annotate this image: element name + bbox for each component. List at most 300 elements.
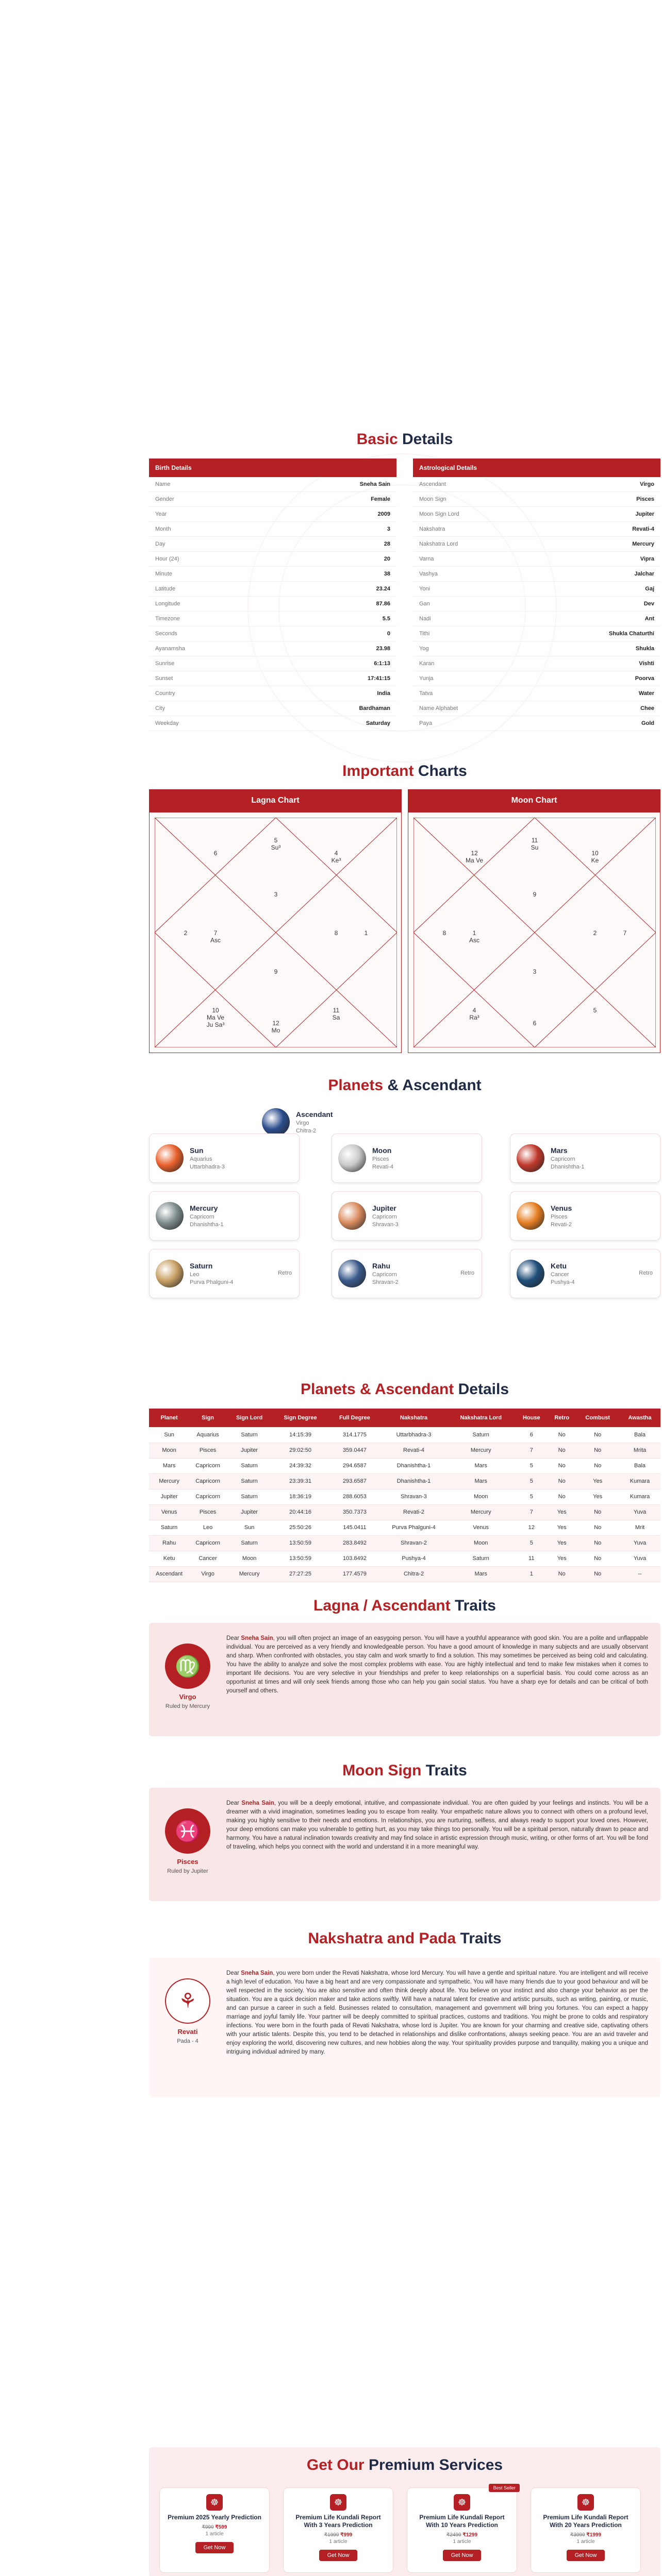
detail-value: Bardhaman — [359, 705, 390, 711]
detail-row — [149, 641, 396, 656]
planet-sign: Capricorn — [190, 1214, 214, 1220]
moon-traits-text: Dear Sneha Sain, you will be a deeply emotional, intuitive, and compassionate individual. You are often guided by your feelings and instincts. You will be a dreamer with a vivid imagination, sometimes leading you to escape from reality. Your empathetic nature allows you to connect with others on a profound level, making you highly sensitive to their needs and emotions. In relationships, you are nurturing, selfless, and always ready to support your loved ones. However, your deep emotions can make you vulnerable to getting hurt, as you may take things too personally. You will be a spiritual person, naturally drawn to peace and harmony. You have a natural inclination towards creativity and may find solace in artistic expression through music, writing, or other forms of art. You will be fond of traveling, which helps you connect with the world and understand it in a more meaningful way. — [226, 1800, 649, 1850]
table-cell: 5 — [515, 1473, 548, 1489]
retro-badge: Retro — [460, 1270, 474, 1276]
moon-ruler-label: Ruled by Jupiter — [167, 1868, 208, 1874]
planet-nakshatra: Dhanishtha-1 — [190, 1222, 224, 1228]
table-cell: Yuva — [619, 1535, 660, 1551]
planet-card-venus — [510, 1191, 660, 1241]
planet-card-text — [190, 1262, 233, 1285]
table-cell: 27:27:25 — [272, 1566, 328, 1582]
table-cell: Yuva — [619, 1504, 660, 1520]
detail-key: Yunja — [419, 675, 434, 682]
column-header: Nakshatra — [381, 1409, 446, 1427]
table-cell: Yes — [548, 1551, 576, 1566]
table-cell: 23:39:31 — [272, 1473, 328, 1489]
planet-sign: Capricorn — [372, 1214, 397, 1220]
detail-value: Shukla — [635, 646, 654, 652]
table-cell: Kumara — [619, 1489, 660, 1504]
table-row — [149, 1551, 660, 1566]
saturn-planet-icon — [156, 1260, 184, 1287]
detail-key: Day — [155, 541, 166, 547]
retro-badge: Retro — [639, 1270, 653, 1276]
planet-sign: Capricorn — [372, 1272, 397, 1278]
planet-sign: Capricorn — [551, 1156, 575, 1162]
chart-house: 11 Sa — [332, 1007, 340, 1021]
detail-key: Latitude — [155, 586, 176, 592]
table-cell: 25:50:26 — [272, 1520, 328, 1535]
table-cell: 24:39:32 — [272, 1458, 328, 1473]
nakshatra-traits-title: Nakshatra and Pada Traits — [308, 1930, 502, 1947]
table-row — [149, 1504, 660, 1520]
table-cell: Mars — [446, 1566, 515, 1582]
table-cell: Moon — [149, 1443, 189, 1458]
table-cell: Bala — [619, 1427, 660, 1443]
chart-house: 5 Su³ — [271, 837, 281, 851]
table-cell: 294.6587 — [328, 1458, 381, 1473]
table-cell: Shravan-2 — [381, 1535, 446, 1551]
get-now-button[interactable]: Get Now — [443, 2550, 482, 2561]
detail-row — [413, 671, 660, 686]
table-cell: No — [576, 1535, 619, 1551]
chart-house: 1 — [364, 929, 368, 937]
table-cell: Pushya-4 — [381, 1551, 446, 1566]
lagna-chart-header: Lagna Chart — [149, 789, 402, 812]
basic-details-title: Basic Details — [356, 431, 453, 448]
table-row — [149, 1535, 660, 1551]
planet-card-saturn — [149, 1249, 300, 1298]
table-cell: 283.8492 — [328, 1535, 381, 1551]
planet-nakshatra: Dhanishtha-1 — [551, 1164, 585, 1170]
table-cell: Mercury — [446, 1504, 515, 1520]
table-cell: Moon — [226, 1551, 272, 1566]
moon-chart — [408, 789, 660, 1053]
column-header: Combust — [576, 1409, 619, 1427]
detail-value: Pisces — [636, 496, 654, 502]
old-price: ₹3999 — [570, 2532, 585, 2538]
mars-planet-icon — [517, 1144, 544, 1172]
table-cell: Saturn — [226, 1489, 272, 1504]
old-price: ₹2499 — [446, 2532, 461, 2538]
chart-house: 1 Asc — [469, 929, 479, 944]
detail-value: Jupiter — [635, 511, 654, 517]
chart-house: 9 — [533, 891, 537, 898]
planet-name: Ascendant — [296, 1110, 333, 1118]
table-cell: 20:44:16 — [272, 1504, 328, 1520]
detail-key: Ayanamsha — [155, 646, 185, 652]
detail-row — [149, 612, 396, 626]
important-charts-title: Important Charts — [342, 762, 467, 779]
kundali-icon: ☸ — [454, 2494, 470, 2511]
table-cell: Yes — [548, 1504, 576, 1520]
planet-nakshatra: Purva Phalguni-4 — [190, 1279, 234, 1285]
planet-name: Mercury — [190, 1204, 218, 1212]
planet-sign: Cancer — [551, 1272, 569, 1278]
table-cell: Mrita — [619, 1443, 660, 1458]
detail-value: Shukla Chaturthi — [608, 631, 654, 637]
table-cell: Sun — [226, 1520, 272, 1535]
table-cell: Jupiter — [226, 1504, 272, 1520]
detail-value: Gold — [641, 720, 654, 726]
detail-key: Nakshatra Lord — [419, 541, 458, 547]
table-cell: No — [576, 1427, 619, 1443]
pada-label: Pada - 4 — [177, 2038, 198, 2044]
detail-key: Nakshatra — [419, 526, 445, 532]
detail-value: Chee — [640, 705, 654, 711]
table-cell: No — [576, 1520, 619, 1535]
get-now-button[interactable]: Get Now — [319, 2550, 358, 2561]
detail-row — [413, 716, 660, 731]
pisces-icon — [164, 1808, 211, 1874]
detail-key: Vashya — [419, 571, 438, 577]
planet-nakshatra: Pushya-4 — [551, 1279, 575, 1285]
planet-name: Moon — [372, 1146, 392, 1155]
detail-row — [149, 656, 396, 671]
detail-value: 3 — [387, 526, 390, 532]
table-cell: 11 — [515, 1551, 548, 1566]
detail-row — [413, 507, 660, 522]
detail-row — [149, 552, 396, 567]
chart-house: 10 Ma Ve Ju Sa³ — [206, 1007, 225, 1028]
detail-key: City — [155, 705, 165, 711]
detail-key: Paya — [419, 720, 433, 726]
detail-key: Moon Sign — [419, 496, 446, 502]
planet-card-text — [372, 1146, 393, 1170]
service-title: Premium Life Kundali Report With 20 Years Prediction — [543, 2514, 628, 2529]
planet-card-jupiter — [332, 1191, 482, 1241]
table-cell: Mercury — [226, 1566, 272, 1582]
planet-sign: Pisces — [551, 1214, 568, 1220]
detail-row — [149, 537, 396, 552]
detail-key: Moon Sign Lord — [419, 511, 459, 517]
service-note: 1 article — [329, 2539, 347, 2545]
table-cell: Mars — [446, 1473, 515, 1489]
detail-key: Gan — [419, 601, 430, 607]
astrological-details-header: Astrological Details — [413, 459, 660, 477]
table-cell: Sun — [149, 1427, 189, 1443]
new-price: ₹999 — [340, 2532, 353, 2538]
planets-ascendant-title: Planets & Ascendant — [328, 1077, 482, 1094]
service-price — [531, 2532, 640, 2538]
detail-value: 23.24 — [376, 586, 390, 592]
retro-badge: Retro — [278, 1270, 292, 1276]
table-cell: 7 — [515, 1504, 548, 1520]
service-note: 1 article — [205, 2531, 224, 2537]
column-header: Sign Degree — [272, 1409, 328, 1427]
service-title: Premium Life Kundali Report With 3 Years Prediction — [295, 2514, 381, 2529]
table-cell: No — [548, 1443, 576, 1458]
chart-house: 6 — [533, 1020, 537, 1027]
table-cell: Capricorn — [189, 1535, 226, 1551]
table-cell: Bala — [619, 1458, 660, 1473]
mercury-planet-icon — [156, 1202, 184, 1230]
ketu-planet-icon — [517, 1260, 544, 1287]
table-cell: 1 — [515, 1566, 548, 1582]
detail-row — [413, 641, 660, 656]
planet-name: Saturn — [190, 1262, 213, 1270]
table-cell: Chitra-2 — [381, 1566, 446, 1582]
detail-value: 20 — [384, 556, 390, 562]
detail-row — [149, 492, 396, 507]
detail-row — [413, 656, 660, 671]
table-cell: Pisces — [189, 1443, 226, 1458]
table-cell: Capricorn — [189, 1458, 226, 1473]
kundali-icon: ☸ — [206, 2494, 223, 2511]
old-price: ₹1999 — [324, 2532, 339, 2538]
lagna-chart-grid — [149, 812, 402, 1053]
detail-value: 28 — [384, 541, 390, 547]
table-row — [149, 1458, 660, 1473]
planet-name: Venus — [551, 1204, 572, 1212]
service-title: Premium Life Kundali Report With 10 Years Prediction — [419, 2514, 505, 2529]
moon-traits-card — [149, 1788, 660, 1901]
detail-key: Ascendant — [419, 481, 446, 487]
detail-key: Sunset — [155, 675, 173, 682]
detail-value: 23.98 — [376, 646, 390, 652]
detail-value: Vishti — [639, 660, 654, 667]
table-cell: 6 — [515, 1427, 548, 1443]
moon-sign-label: Pisces — [177, 1858, 198, 1866]
nakshatra-traits-card — [149, 1958, 660, 2097]
lagna-ruler-label: Ruled by Mercury — [165, 1703, 210, 1709]
planet-card-mercury — [149, 1191, 300, 1241]
table-row — [149, 1566, 660, 1582]
detail-row — [149, 597, 396, 612]
detail-key: Weekday — [155, 720, 179, 726]
planet-sign: Virgo — [296, 1120, 309, 1126]
table-cell: 145.0411 — [328, 1520, 381, 1535]
detail-value: Gaj — [645, 586, 654, 592]
moon-traits-title: Moon Sign Traits — [342, 1762, 467, 1779]
detail-key: Yoni — [419, 586, 431, 592]
premium-services-title: Get Our Premium Services — [306, 2456, 503, 2473]
table-cell: Revati-4 — [381, 1443, 446, 1458]
table-cell: Dhanishtha-1 — [381, 1458, 446, 1473]
planet-nakshatra: Chitra-2 — [296, 1128, 317, 1134]
kundali-icon: ☸ — [330, 2494, 346, 2511]
service-note: 1 article — [576, 2539, 595, 2545]
table-cell: Yuva — [619, 1551, 660, 1566]
detail-value: Water — [638, 690, 654, 697]
old-price: ₹999 — [202, 2524, 214, 2530]
chart-house: 5 — [593, 1007, 597, 1014]
detail-value: Ant — [644, 616, 654, 622]
detail-value: Poorva — [635, 675, 654, 682]
detail-value: 2009 — [377, 511, 390, 517]
pisces-symbol-icon: ♓ — [165, 1808, 210, 1854]
detail-key: Karan — [419, 660, 435, 667]
table-cell: Saturn — [149, 1520, 189, 1535]
chart-house: 9 — [274, 968, 278, 975]
detail-key: Name Alphabet — [419, 705, 458, 711]
table-cell: Uttarbhadra-3 — [381, 1427, 446, 1443]
chart-house: 2 — [184, 929, 188, 937]
detail-row — [413, 477, 660, 492]
detail-key: Hour (24) — [155, 556, 179, 562]
planet-card-moon — [332, 1133, 482, 1183]
table-cell: Mercury — [149, 1473, 189, 1489]
detail-row — [413, 552, 660, 567]
rahu-planet-icon — [338, 1260, 366, 1287]
table-cell: No — [548, 1489, 576, 1504]
planet-sign: Aquarius — [190, 1156, 212, 1162]
planet-name: Ketu — [551, 1262, 567, 1270]
detail-value: 5.5 — [382, 616, 390, 622]
lagna-chart — [149, 789, 402, 1053]
table-row — [149, 1520, 660, 1535]
table-cell: Mercury — [446, 1443, 515, 1458]
planet-details-title: Planets & Ascendant Details — [300, 1381, 509, 1398]
planet-nakshatra: Revati-2 — [551, 1222, 572, 1228]
planet-card-mars — [510, 1133, 660, 1183]
column-header: Sign Lord — [226, 1409, 272, 1427]
detail-row — [413, 612, 660, 626]
user-name: Sneha Sain — [241, 1970, 273, 1976]
table-cell: No — [548, 1458, 576, 1473]
table-cell: Ascendant — [149, 1566, 189, 1582]
planet-name: Sun — [190, 1146, 204, 1155]
detail-row — [413, 626, 660, 641]
lagna-traits-card — [149, 1623, 660, 1736]
detail-value: Dev — [643, 601, 654, 607]
detail-value: Saturday — [366, 720, 390, 726]
revati-icon — [164, 1978, 211, 2044]
table-cell: 14:15:39 — [272, 1427, 328, 1443]
table-cell: No — [548, 1473, 576, 1489]
detail-value: Jalchar — [634, 571, 654, 577]
planet-card-rahu — [332, 1249, 482, 1298]
table-cell: 359.0447 — [328, 1443, 381, 1458]
table-cell: Yes — [576, 1489, 619, 1504]
planet-card-sun — [149, 1133, 300, 1183]
table-cell: Saturn — [226, 1473, 272, 1489]
detail-value: 0 — [387, 631, 390, 637]
table-cell: 12 — [515, 1520, 548, 1535]
table-cell: 350.7373 — [328, 1504, 381, 1520]
planet-nakshatra: Revati-4 — [372, 1164, 393, 1170]
detail-row — [413, 537, 660, 552]
table-cell: Moon — [446, 1535, 515, 1551]
table-cell: Purva Phalguni-4 — [381, 1520, 446, 1535]
fish-symbol-icon: ⚘ — [165, 1978, 210, 2024]
lagna-traits-title: Lagna / Ascendant Traits — [313, 1597, 496, 1614]
planet-card-ketu — [510, 1249, 660, 1298]
lagna-traits-text: Dear Sneha Sain, you will often project an image of an easygoing person. You will have a youthful appearance with good skin. You are a polite and unflappable individual. You are perceived as a very friendly and knowledgeable person. You have a good amount of knowledge in many subjects and are usually observant and sharp. When confronted with obstacles, you stay calm and work smartly to find a solution. This may sometimes be perceived as being cold and calculating. You have the ability to analyze and solve the most complex problems with ease. You are highly intellectual and tend to make few mistakes when it comes to important life decisions. You are very selective in your friendships and prefer to keep relationships on a superficial basis. You could come across as an opportunist at times and will only seek friends among those who can help you gain social status. You have a sharp eye for details and can be critical of both yourself and others. — [226, 1635, 649, 1694]
table-cell: Jupiter — [149, 1489, 189, 1504]
chart-house: 12 Mo — [271, 1020, 280, 1034]
new-price: ₹599 — [215, 2524, 227, 2530]
planet-card-text — [296, 1110, 333, 1134]
chart-house: 8 — [442, 929, 446, 937]
table-cell: Mars — [446, 1458, 515, 1473]
table-cell: Saturn — [226, 1427, 272, 1443]
user-name: Sneha Sain — [241, 1800, 274, 1806]
detail-value: Mercury — [632, 541, 654, 547]
moon-chart-header: Moon Chart — [408, 789, 660, 812]
table-cell: Venus — [149, 1504, 189, 1520]
table-cell: No — [548, 1427, 576, 1443]
table-cell: Saturn — [446, 1551, 515, 1566]
planet-card-text — [190, 1146, 225, 1170]
detail-row — [149, 567, 396, 582]
service-card — [531, 2487, 641, 2573]
get-now-button[interactable]: Get Now — [567, 2550, 605, 2561]
table-cell: 13:50:59 — [272, 1535, 328, 1551]
table-cell: No — [576, 1443, 619, 1458]
table-cell: No — [548, 1566, 576, 1582]
detail-key: Gender — [155, 496, 174, 502]
planet-name: Jupiter — [372, 1204, 396, 1212]
detail-key: Varna — [419, 556, 434, 562]
detail-key: Timezone — [155, 616, 180, 622]
get-now-button[interactable]: Get Now — [195, 2542, 234, 2553]
chart-house: 11 Su — [531, 837, 539, 851]
table-cell: 177.4579 — [328, 1566, 381, 1582]
table-cell: -- — [619, 1566, 660, 1582]
table-cell: Aquarius — [189, 1427, 226, 1443]
planet-card-text — [372, 1262, 399, 1285]
table-cell: Mars — [149, 1458, 189, 1473]
jupiter-planet-icon — [338, 1202, 366, 1230]
detail-key: Name — [155, 481, 171, 487]
birth-details-header: Birth Details — [149, 459, 396, 477]
table-cell: Mrit — [619, 1520, 660, 1535]
user-name: Sneha Sain — [241, 1635, 273, 1641]
service-price — [407, 2532, 517, 2538]
table-cell: Rahu — [149, 1535, 189, 1551]
table-cell: Leo — [189, 1520, 226, 1535]
virgo-icon — [164, 1643, 211, 1709]
detail-key: Seconds — [155, 631, 177, 637]
new-price: ₹1299 — [462, 2532, 477, 2538]
planet-nakshatra: Shravan-2 — [372, 1279, 399, 1285]
detail-row — [149, 582, 396, 597]
column-header: Full Degree — [328, 1409, 381, 1427]
detail-value: Vipra — [640, 556, 654, 562]
planet-name: Mars — [551, 1146, 568, 1155]
chart-house: 3 — [274, 891, 278, 898]
table-cell: Moon — [446, 1489, 515, 1504]
lagna-sign-label: Virgo — [179, 1693, 196, 1701]
nakshatra-traits-text: Dear Sneha Sain, you were born under the Revati Nakshatra, whose lord Mercury. You will have a gentle and spiritual nature. You are intelligent and will receive a high level of education. You have a big heart and are very compassionate and sympathetic. You will have many friends due to your good behaviour and will be well respected in the society. You are also sensitive and often think deeply about life. You believe on your instinct and also change your behavior as per the situation. You are a quick decision maker and take actions swiftly. Will have a natural talent for creative and artistic pursuits, such as writing, painting, or music, and can pursue a career in such a field. Businesses related to consultation, management and government will bring you fortunes. You can expect a happy marriage and joyful family life. Your partner will be deeply committed to spiritual practices, customs and traditions. You might be prone to colds and respiratory infections. You were born in the fourth pada of Revati Nakshatra, whose lord is Jupiter. You are known for your charming and creative side, captivating others with your artistic talents. Despite this, you tend to be detached in relationships and dislike confrontations, always seeking peace. You are an avid traveler and enjoy exploring the world, discovering new cultures, and new hobbies along the way. Your spirituality provides purpose and tranquility, making you a unique and intriguing individual admired by many. — [226, 1970, 648, 2055]
detail-value: Virgo — [640, 481, 654, 487]
planet-sign: Leo — [190, 1272, 200, 1278]
detail-row — [149, 626, 396, 641]
chart-house: 12 Ma Ve — [465, 850, 484, 864]
nakshatra-label: Revati — [177, 2028, 198, 2036]
table-row — [149, 1489, 660, 1504]
detail-row — [149, 686, 396, 701]
column-header: Nakshatra Lord — [446, 1409, 515, 1427]
service-note: 1 article — [453, 2539, 471, 2545]
detail-row — [149, 716, 396, 731]
service-card — [407, 2487, 517, 2573]
detail-key: Tithi — [419, 631, 430, 637]
kundali-icon: ☸ — [577, 2494, 594, 2511]
service-price — [284, 2532, 393, 2538]
table-cell: Yes — [576, 1473, 619, 1489]
detail-value: Female — [371, 496, 390, 502]
table-cell: Saturn — [226, 1458, 272, 1473]
column-header: Retro — [548, 1409, 576, 1427]
detail-key: Tatva — [419, 690, 433, 697]
table-row — [149, 1473, 660, 1489]
planet-card-text — [551, 1204, 572, 1228]
detail-key: Sunrise — [155, 660, 175, 667]
table-cell: No — [576, 1551, 619, 1566]
astrological-details-table — [413, 459, 660, 731]
table-cell: 103.8492 — [328, 1551, 381, 1566]
